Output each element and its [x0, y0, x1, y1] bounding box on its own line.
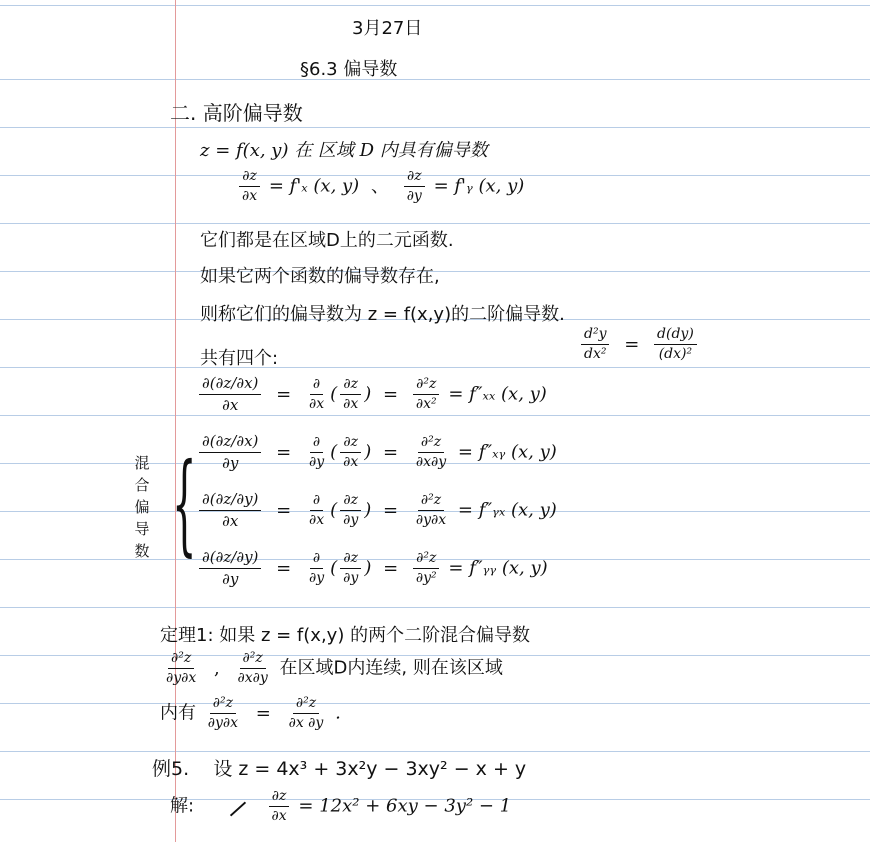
statement-line-4: 如果它两个函数的偏导数存在,: [200, 266, 440, 287]
operator-fraction: $\frac{\partial}{\partial x}$: [308, 376, 325, 412]
subsection-heading: 二. 高阶偏导数: [170, 101, 303, 125]
result-fraction: $\frac{\text{∂²z}}{\text{∂y²}}$: [413, 550, 440, 587]
date-heading: 3月27日: [352, 18, 423, 39]
fraction-d-dy-over-dx2: $\frac{d(dy)}{\text{(dx)²}}$: [654, 326, 697, 363]
fraction-d2y-dx2: $\frac{\text{d²y}}{\text{dx²}}$: [581, 326, 609, 363]
mixed-partials-brace: {: [172, 439, 197, 567]
partial-x-result: = f'ₓ (x, y): [268, 175, 360, 197]
result-fraction: $\frac{\text{∂²z}}{\partial y\partial x}$: [415, 492, 447, 528]
inner-fraction: $\frac{\partial z}{\partial y}$: [340, 550, 361, 587]
second-order-row: $\frac{\partial(\partial z/\partial y)}{\partial x}$ = $\frac{\partial}{\partial x}$ ( $\frac{\partial z}{\partial y}$ ) = $\frac{\text{∂²z}}{\partial y\partial x}$ = f″ᵧₓ (x, y): [196, 490, 557, 531]
lhs-fraction: $\frac{\partial(\partial z/\partial x)}{\partial y}$: [199, 432, 261, 473]
theorem-line-3: 内有 $\frac{\text{∂²z}}{\partial y\partial x}$ = $\frac{\text{∂²z}}{\partial x \partial y}$ .: [160, 695, 341, 731]
fraction-dz-dx: $\frac{\partial z}{\partial x}$: [269, 788, 290, 825]
operator-fraction: $\frac{\partial}{\partial y}$: [308, 550, 325, 586]
solution-line: [170, 788, 511, 825]
inner-fraction: $\frac{\partial z}{\partial x}$: [340, 434, 361, 471]
second-order-row: $\frac{\partial(\partial z/\partial x)}{\partial x}$ = $\frac{\partial}{\partial x}$ ( $\frac{\partial z}{\partial x}$ ) = $\frac{\text{∂²z}}{\text{∂x²}}$ = f″ₓₓ (x, y): [196, 374, 547, 415]
result-notation: = f″ₓₓ (x, y): [448, 383, 547, 405]
lhs-fraction: $\frac{\partial(\partial z/\partial y)}{\partial y}$: [199, 548, 261, 589]
side-note-equation: $\frac{\text{d²y}}{\text{dx²}}$ = $\frac{d(dy)}{\text{(dx)²}}$: [578, 326, 700, 363]
statement-line-5: 则称它们的偏导数为 z = f(x,y)的二阶偏导数.: [200, 304, 565, 325]
solution-expression: = 12x² + 6xy − 3y² − 1: [298, 795, 512, 817]
fraction-d2z-dydx: $\frac{\text{∂²z}}{\partial y\partial x}$: [166, 650, 197, 686]
statement-line-6: 共有四个:: [200, 348, 279, 369]
example-statement: [152, 754, 526, 781]
second-order-row: $\frac{\partial(\partial z/\partial x)}{\partial y}$ = $\frac{\partial}{\partial y}$ ( $\frac{\partial z}{\partial x}$ ) = $\frac{\text{∂²z}}{\partial x\partial y}$ = f″ₓᵧ (x, y): [196, 432, 557, 473]
separator: 、: [370, 175, 389, 197]
fraction-dz-dx: $\frac{\partial z}{\partial x}$: [239, 168, 260, 205]
section-title: §6.3 偏导数: [300, 59, 398, 80]
result-fraction: $\frac{\text{∂²z}}{\text{∂x²}}$: [413, 376, 440, 413]
theorem-line-1: 定理1: 如果 z = f(x,y) 的两个二阶混合偏导数: [160, 625, 531, 646]
operator-fraction: $\frac{\partial}{\partial y}$: [308, 434, 325, 470]
fraction-d2z-dxdy: $\frac{\text{∂²z}}{\partial x \partial y}$: [288, 695, 324, 731]
fraction-d2z-dydx: $\frac{\text{∂²z}}{\partial y\partial x}$: [207, 695, 239, 731]
lhs-fraction: $\frac{\partial(\partial z/\partial y)}{\partial x}$: [199, 490, 261, 531]
second-order-row: $\frac{\partial(\partial z/\partial y)}{\partial y}$ = $\frac{\partial}{\partial y}$ ( $\frac{\partial z}{\partial y}$ ) = $\frac{\text{∂²z}}{\text{∂y²}}$ = f″ᵧᵧ (x, y): [196, 548, 548, 589]
lhs-fraction: $\frac{\partial(\partial z/\partial x)}{\partial x}$: [199, 374, 261, 415]
fraction-d2z-dxdy: $\frac{\text{∂²z}}{\partial x\partial y}$: [237, 650, 268, 686]
inner-fraction: $\frac{\partial z}{\partial y}$: [340, 492, 361, 529]
statement-line-1: z = f(x, y) 在 区域 D 内具有偏导数: [200, 140, 488, 161]
inner-fraction: $\frac{\partial z}{\partial x}$: [340, 376, 361, 413]
result-fraction: $\frac{\text{∂²z}}{\partial x\partial y}$: [415, 434, 447, 470]
fraction-dz-dy: $\frac{\partial z}{\partial y}$: [404, 168, 425, 205]
statement-line-3: 它们都是在区域D上的二元函数.: [200, 230, 454, 251]
example-label: 例5.: [152, 758, 190, 780]
example-function: 设 z = 4x³ + 3x²y − 3xy² − x + y: [213, 758, 527, 780]
result-notation: = f″ᵧₓ (x, y): [457, 499, 557, 521]
mixed-partials-label: 混 合 偏 导 数: [134, 454, 150, 560]
theorem-line-2: $\frac{\text{∂²z}}{\partial y\partial x}$ , $\frac{\text{∂²z}}{\partial x\partial y}$ 在区域D内连续, 则在该区域: [160, 650, 503, 687]
result-notation: = f″ᵧᵧ (x, y): [448, 557, 548, 579]
partial-y-result: = f'ᵧ (x, y): [433, 175, 525, 197]
solution-label: 解:: [170, 795, 195, 817]
theorem-condition: 在区域D内连续, 则在该区域: [279, 657, 503, 679]
result-notation: = f″ₓᵧ (x, y): [457, 441, 557, 463]
first-partials: [236, 168, 524, 205]
operator-fraction: $\frac{\partial}{\partial x}$: [308, 492, 325, 528]
